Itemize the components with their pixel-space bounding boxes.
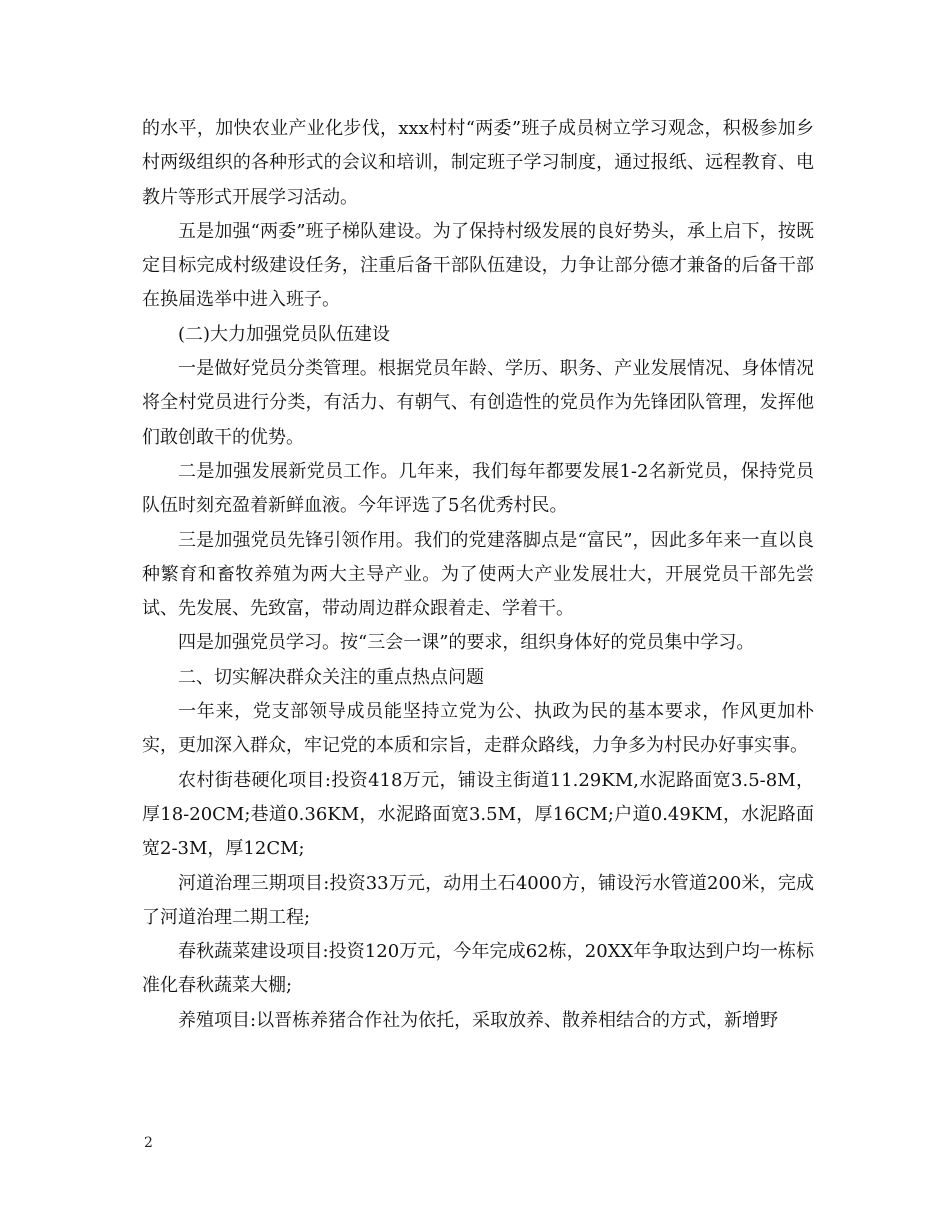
paragraph-year-summary: 一年来，党支部领导成员能坚持立党为公、执政为民的基本要求，作风更加朴实，更加深入群众，牢记党的本质和宗旨，走群众路线，力争多为村民办好事实事。 — [142, 701, 814, 757]
paragraph-pioneer-role: 三是加强党员先锋引领作用。我们的党建落脚点是“富民”，因此多年来一直以良种繁育和畜牧养殖为两大主导产业。为了使两大产业发展壮大，开展党员干部先尝试、先发展、先致富，带动周边群众跟着走、学着干。 — [142, 529, 814, 620]
paragraph-team-building: 五是加强“两委”班子梯队建设。为了保持村级发展的良好势头，承上启下，按既定目标完成村级建设任务，注重后备干部队伍建设，力争让部分德才兼备的后备干部在换届选举中进入班子。 — [142, 220, 814, 311]
paragraph-study: 四是加强党员学习。按“三会一课”的要求，组织身体好的党员集中学习。 — [178, 632, 755, 654]
paragraph-vegetable-project: 春秋蔬菜建设项目:投资120万元，今年完成62栋，20XX年争取达到户均一栋标准化春秋蔬菜大棚; — [142, 941, 814, 997]
paragraph-classification: 一是做好党员分类管理。根据党员年龄、学历、职务、产业发展情况、身体情况将全村党员进行分类，有活力、有朝气、有创造性的党员作为先锋团队管理，发挥他们敢创敢干的优势。 — [142, 358, 814, 448]
page-number: 2 — [144, 1135, 153, 1151]
paragraph-new-members: 二是加强发展新党员工作。几年来，我们每年都要发展1-2名新党员，保持党员队伍时刻充盈着新鲜血液。今年评选了5名优秀村民。 — [142, 460, 814, 517]
section-heading-party-members: (二)大力加强党员队伍建设 — [178, 323, 391, 345]
paragraph-river-project: 河道治理三期项目:投资33万元，动用土石4000方，铺设污水管道200米，完成了河道治理二期工程; — [142, 872, 814, 928]
document-body — [142, 112, 814, 1038]
paragraph-breeding-project: 养殖项目:以晋栋养猪合作社为依托，采取放养、散养相结合的方式，新增野 — [178, 1009, 779, 1031]
section-heading-hot-issues: 二、切实解决群众关注的重点热点问题 — [178, 666, 484, 688]
paragraph-continuation: 的水平，加快农业产业化步伐，xxx村村“两委”班子成员树立学习观念，积极参加乡村两级组织的各种形式的会议和培训，制定班子学习制度，通过报纸、远程教育、电教片等形式开展学习活动。 — [142, 118, 814, 208]
paragraph-road-project: 农村街巷硬化项目:投资418万元，铺设主街道11.29KM,水泥路面宽3.5-8M，厚18-20CM;巷道0.36KM，水泥路面宽3.5M，厚16CM;户道0.49KM，水泥路面宽2-3M，厚12CM; — [142, 769, 815, 860]
